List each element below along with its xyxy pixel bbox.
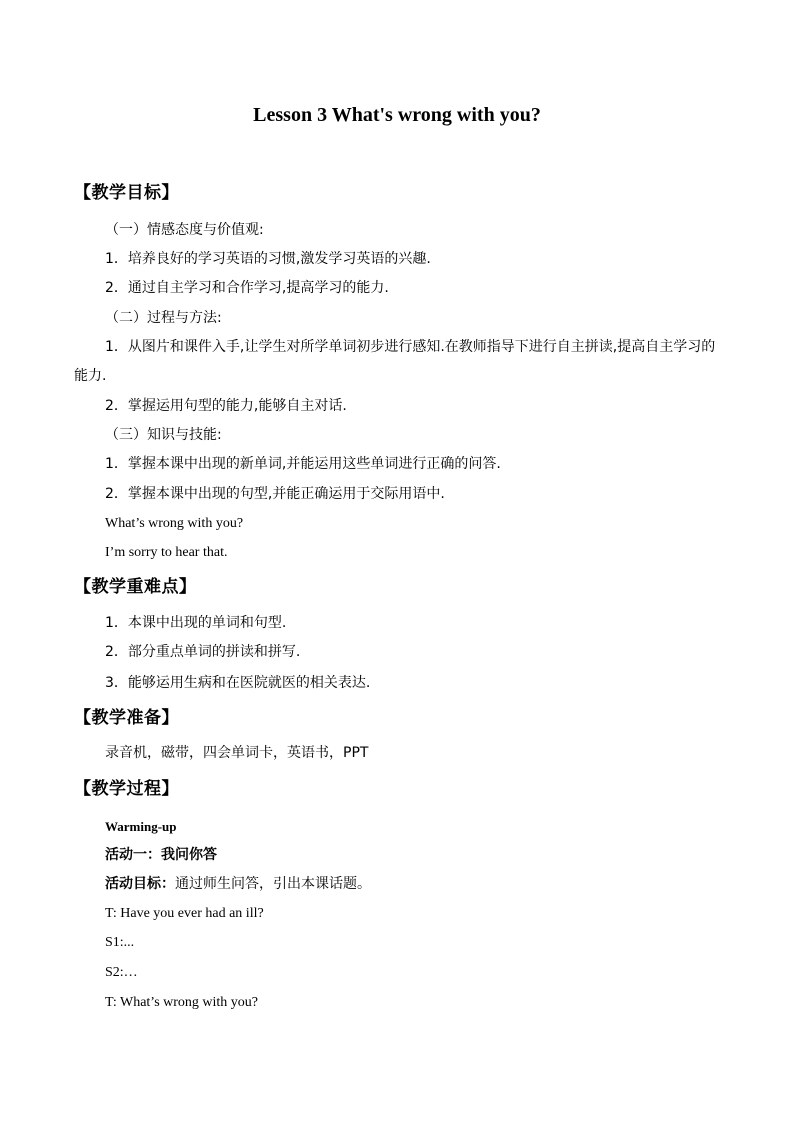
list-item: 3．能够运用生病和在医院就医的相关表达. bbox=[105, 675, 371, 691]
list-item: 2．掌握运用句型的能力,能够自主对话. bbox=[105, 398, 347, 414]
list-item: 2．通过自主学习和合作学习,提高学习的能力. bbox=[105, 280, 389, 296]
section-heading-preparation: 【教学准备】 bbox=[74, 708, 179, 728]
subheading-process: （二）过程与方法: bbox=[105, 310, 222, 326]
section-heading-objectives: 【教学目标】 bbox=[74, 183, 179, 203]
list-item: 1．掌握本课中出现的新单词,并能运用这些单词进行正确的问答. bbox=[105, 456, 501, 472]
warmup-label: Warming-up bbox=[105, 819, 177, 834]
dialogue-line: S1:... bbox=[105, 935, 135, 950]
activity-goal-text: 通过师生问答，引出本课话题。 bbox=[175, 876, 371, 892]
list-item: 1．本课中出现的单词和句型. bbox=[105, 615, 287, 631]
list-item: 2．部分重点单词的拼读和拼写. bbox=[105, 644, 301, 660]
dialogue-line: S2:… bbox=[105, 965, 138, 980]
list-item: 1．培养良好的学习英语的习惯,激发学习英语的兴趣. bbox=[105, 251, 431, 267]
list-item-wrapped: 1．从图片和课件入手,让学生对所学单词初步进行感知.在教师指导下进行自主拼读,提高自主学习的能力. bbox=[74, 339, 716, 384]
list-item: 2．掌握本课中出现的句型,并能正确运用于交际用语中. bbox=[105, 486, 445, 502]
section-heading-key-points: 【教学重难点】 bbox=[74, 577, 197, 597]
example-sentence: I’m sorry to hear that. bbox=[105, 545, 228, 560]
section-heading-process: 【教学过程】 bbox=[74, 779, 179, 799]
subheading-emotion: （一）情感态度与价值观: bbox=[105, 222, 264, 238]
example-sentence: What’s wrong with you? bbox=[105, 516, 244, 531]
preparation-text: 录音机，磁带，四会单词卡，英语书，PPT bbox=[105, 745, 369, 761]
subheading-knowledge: （三）知识与技能: bbox=[105, 427, 222, 443]
document-title: Lesson 3 What's wrong with you? bbox=[253, 104, 541, 126]
activity-title: 活动一：我问你答 bbox=[105, 847, 217, 863]
dialogue-line: T: What’s wrong with you? bbox=[105, 995, 259, 1010]
activity-goal bbox=[105, 874, 371, 894]
dialogue-line: T: Have you ever had an ill? bbox=[105, 906, 264, 921]
activity-goal-label: 活动目标： bbox=[105, 876, 175, 892]
